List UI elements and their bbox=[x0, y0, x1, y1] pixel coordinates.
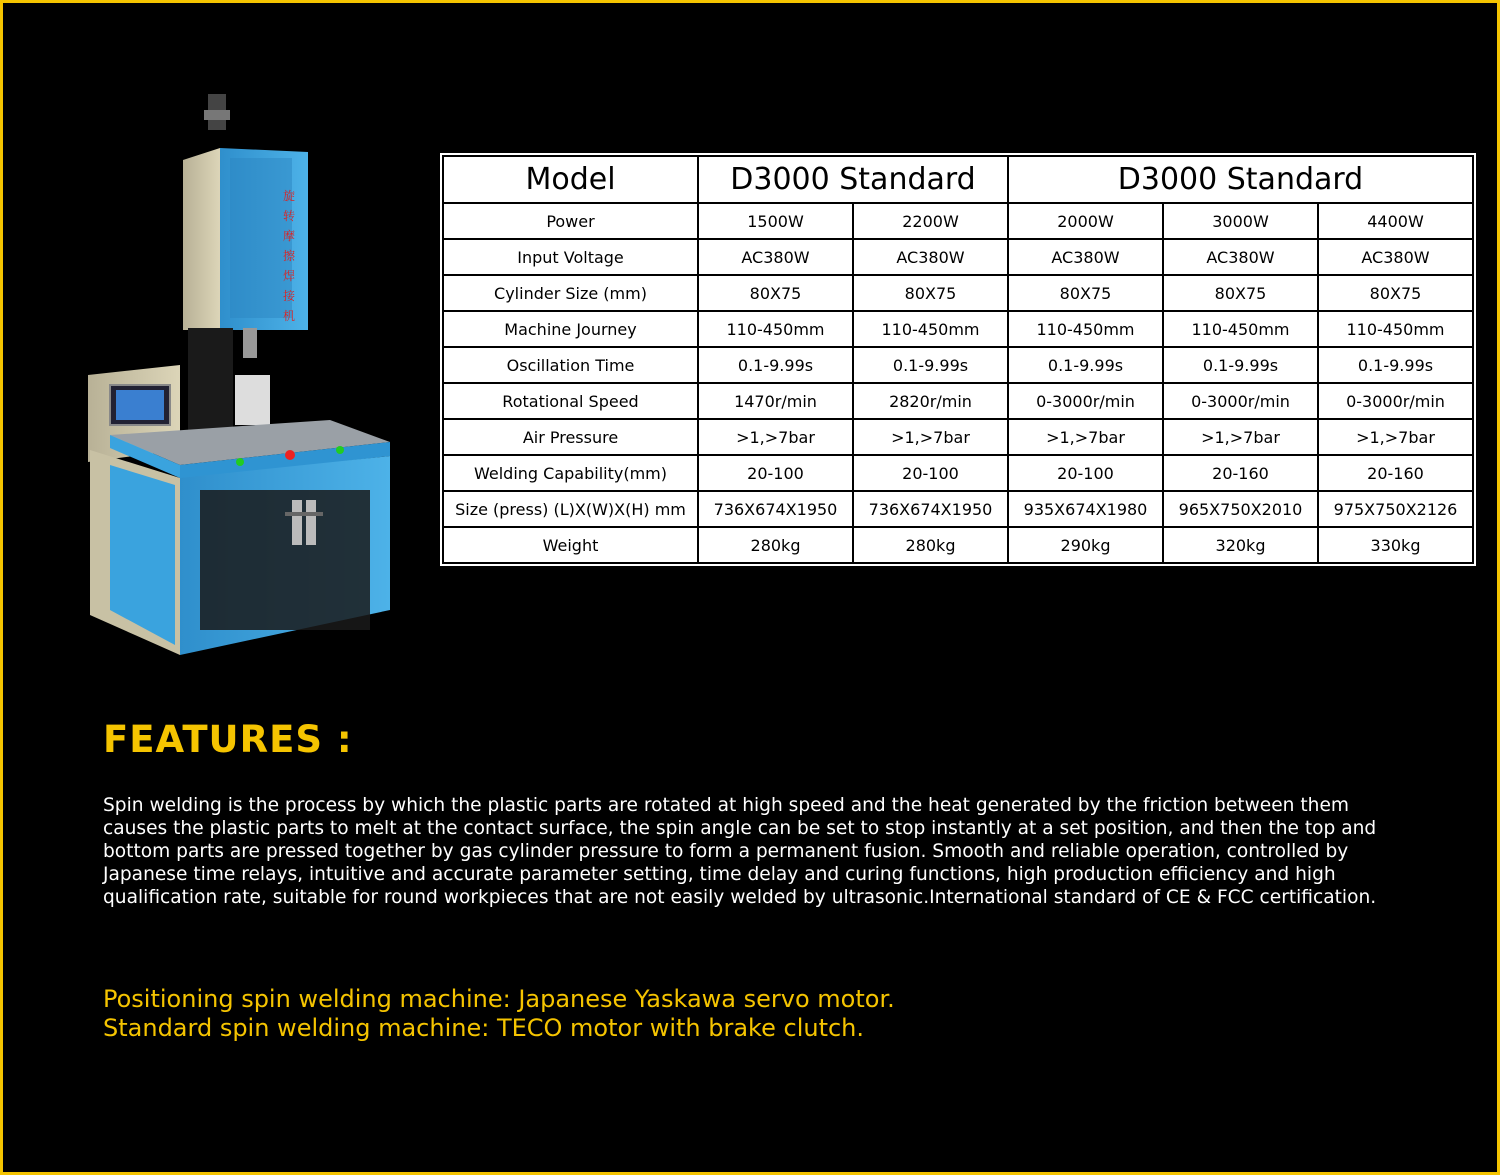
table-cell: 280kg bbox=[698, 527, 853, 563]
table-cell: 3000W bbox=[1163, 203, 1318, 239]
spin-welding-machine-image bbox=[80, 90, 400, 660]
table-cell: 975X750X2126 bbox=[1318, 491, 1473, 527]
table-cell: 0-3000r/min bbox=[1318, 383, 1473, 419]
table-row bbox=[443, 311, 1473, 347]
table-row bbox=[443, 455, 1473, 491]
row-label: Cylinder Size (mm) bbox=[443, 275, 698, 311]
motor-notes bbox=[103, 985, 1203, 1043]
table-cell: 280kg bbox=[853, 527, 1008, 563]
table-row bbox=[443, 383, 1473, 419]
header-model: Model bbox=[443, 156, 698, 203]
table-cell: 20-100 bbox=[698, 455, 853, 491]
row-label: Rotational Speed bbox=[443, 383, 698, 419]
table-cell: 20-160 bbox=[1163, 455, 1318, 491]
table-cell: 0-3000r/min bbox=[1163, 383, 1318, 419]
table-cell: 0-3000r/min bbox=[1008, 383, 1163, 419]
svg-text:擦: 擦 bbox=[283, 249, 296, 263]
table-cell: >1,>7bar bbox=[1163, 419, 1318, 455]
table-cell: 80X75 bbox=[698, 275, 853, 311]
table-cell: 0.1-9.99s bbox=[1163, 347, 1318, 383]
row-label: Oscillation Time bbox=[443, 347, 698, 383]
table-cell: 110-450mm bbox=[853, 311, 1008, 347]
header-group-1: D3000 Standard bbox=[698, 156, 1008, 203]
svg-text:摩: 摩 bbox=[283, 229, 296, 243]
svg-text:接: 接 bbox=[283, 289, 296, 303]
table-cell: 110-450mm bbox=[1008, 311, 1163, 347]
table-cell: 2820r/min bbox=[853, 383, 1008, 419]
table-cell: 80X75 bbox=[1318, 275, 1473, 311]
table-cell: 20-160 bbox=[1318, 455, 1473, 491]
table-cell: 0.1-9.99s bbox=[1008, 347, 1163, 383]
table-cell: 20-100 bbox=[853, 455, 1008, 491]
features-description: Spin welding is the process by which the plastic parts are rotated at high speed and the heat generated by the friction between them causes the plastic parts to melt at the contact surface, the spin angle can be set to stop instantly at a set position, and then the top and bottom parts are pressed together by gas cylinder pressure to form a permanent fusion. Smooth and reliable operation, controlled by Japanese time relays, intuitive and accurate parameter setting, time delay and curing functions, high production efficiency and high qualification rate, suitable for round workpieces that are not easily welded by ultrasonic.International standard of CE & FCC certification. bbox=[103, 795, 1377, 908]
table-cell: 965X750X2010 bbox=[1163, 491, 1318, 527]
table-cell: AC380W bbox=[853, 239, 1008, 275]
row-label: Machine Journey bbox=[443, 311, 698, 347]
svg-text:焊: 焊 bbox=[283, 269, 296, 283]
table-cell: 2000W bbox=[1008, 203, 1163, 239]
svg-text:机: 机 bbox=[283, 309, 296, 323]
table-cell: 0.1-9.99s bbox=[1318, 347, 1473, 383]
row-label: Size (press) (L)X(W)X(H) mm bbox=[443, 491, 698, 527]
table-cell: 110-450mm bbox=[1318, 311, 1473, 347]
table-cell: 110-450mm bbox=[1163, 311, 1318, 347]
table-cell: 935X674X1980 bbox=[1008, 491, 1163, 527]
motor-note-standard: Standard spin welding machine: TECO motor with brake clutch. bbox=[103, 1014, 865, 1042]
table-row bbox=[443, 203, 1473, 239]
table-cell: 80X75 bbox=[1008, 275, 1163, 311]
table-cell: 80X75 bbox=[853, 275, 1008, 311]
row-label: Power bbox=[443, 203, 698, 239]
table-cell: 320kg bbox=[1163, 527, 1318, 563]
table-cell: 1500W bbox=[698, 203, 853, 239]
table-cell: AC380W bbox=[1008, 239, 1163, 275]
table-cell: >1,>7bar bbox=[1008, 419, 1163, 455]
table-cell: 2200W bbox=[853, 203, 1008, 239]
svg-text:转: 转 bbox=[283, 209, 296, 223]
table-row bbox=[443, 239, 1473, 275]
table-cell: 80X75 bbox=[1163, 275, 1318, 311]
table-cell: >1,>7bar bbox=[1318, 419, 1473, 455]
table-cell: 110-450mm bbox=[698, 311, 853, 347]
header-group-2: D3000 Standard bbox=[1008, 156, 1473, 203]
row-label: Weight bbox=[443, 527, 698, 563]
table-cell: 4400W bbox=[1318, 203, 1473, 239]
row-label: Air Pressure bbox=[443, 419, 698, 455]
table-row bbox=[443, 275, 1473, 311]
spec-table bbox=[442, 155, 1474, 564]
table-row bbox=[443, 419, 1473, 455]
table-row bbox=[443, 491, 1473, 527]
features-heading: FEATURES : bbox=[103, 718, 353, 761]
table-row bbox=[443, 347, 1473, 383]
table-header-row bbox=[443, 156, 1473, 203]
table-row bbox=[443, 527, 1473, 563]
table-cell: 1470r/min bbox=[698, 383, 853, 419]
table-cell: 0.1-9.99s bbox=[698, 347, 853, 383]
table-cell: AC380W bbox=[698, 239, 853, 275]
table-cell: AC380W bbox=[1163, 239, 1318, 275]
table-cell: AC380W bbox=[1318, 239, 1473, 275]
table-cell: >1,>7bar bbox=[698, 419, 853, 455]
motor-note-positioning: Positioning spin welding machine: Japanese Yaskawa servo motor. bbox=[103, 985, 895, 1013]
table-cell: >1,>7bar bbox=[853, 419, 1008, 455]
row-label: Welding Capability(mm) bbox=[443, 455, 698, 491]
table-cell: 20-100 bbox=[1008, 455, 1163, 491]
table-cell: 736X674X1950 bbox=[853, 491, 1008, 527]
table-cell: 0.1-9.99s bbox=[853, 347, 1008, 383]
svg-text:旋: 旋 bbox=[283, 189, 296, 203]
table-cell: 290kg bbox=[1008, 527, 1163, 563]
table-cell: 736X674X1950 bbox=[698, 491, 853, 527]
table-cell: 330kg bbox=[1318, 527, 1473, 563]
row-label: Input Voltage bbox=[443, 239, 698, 275]
